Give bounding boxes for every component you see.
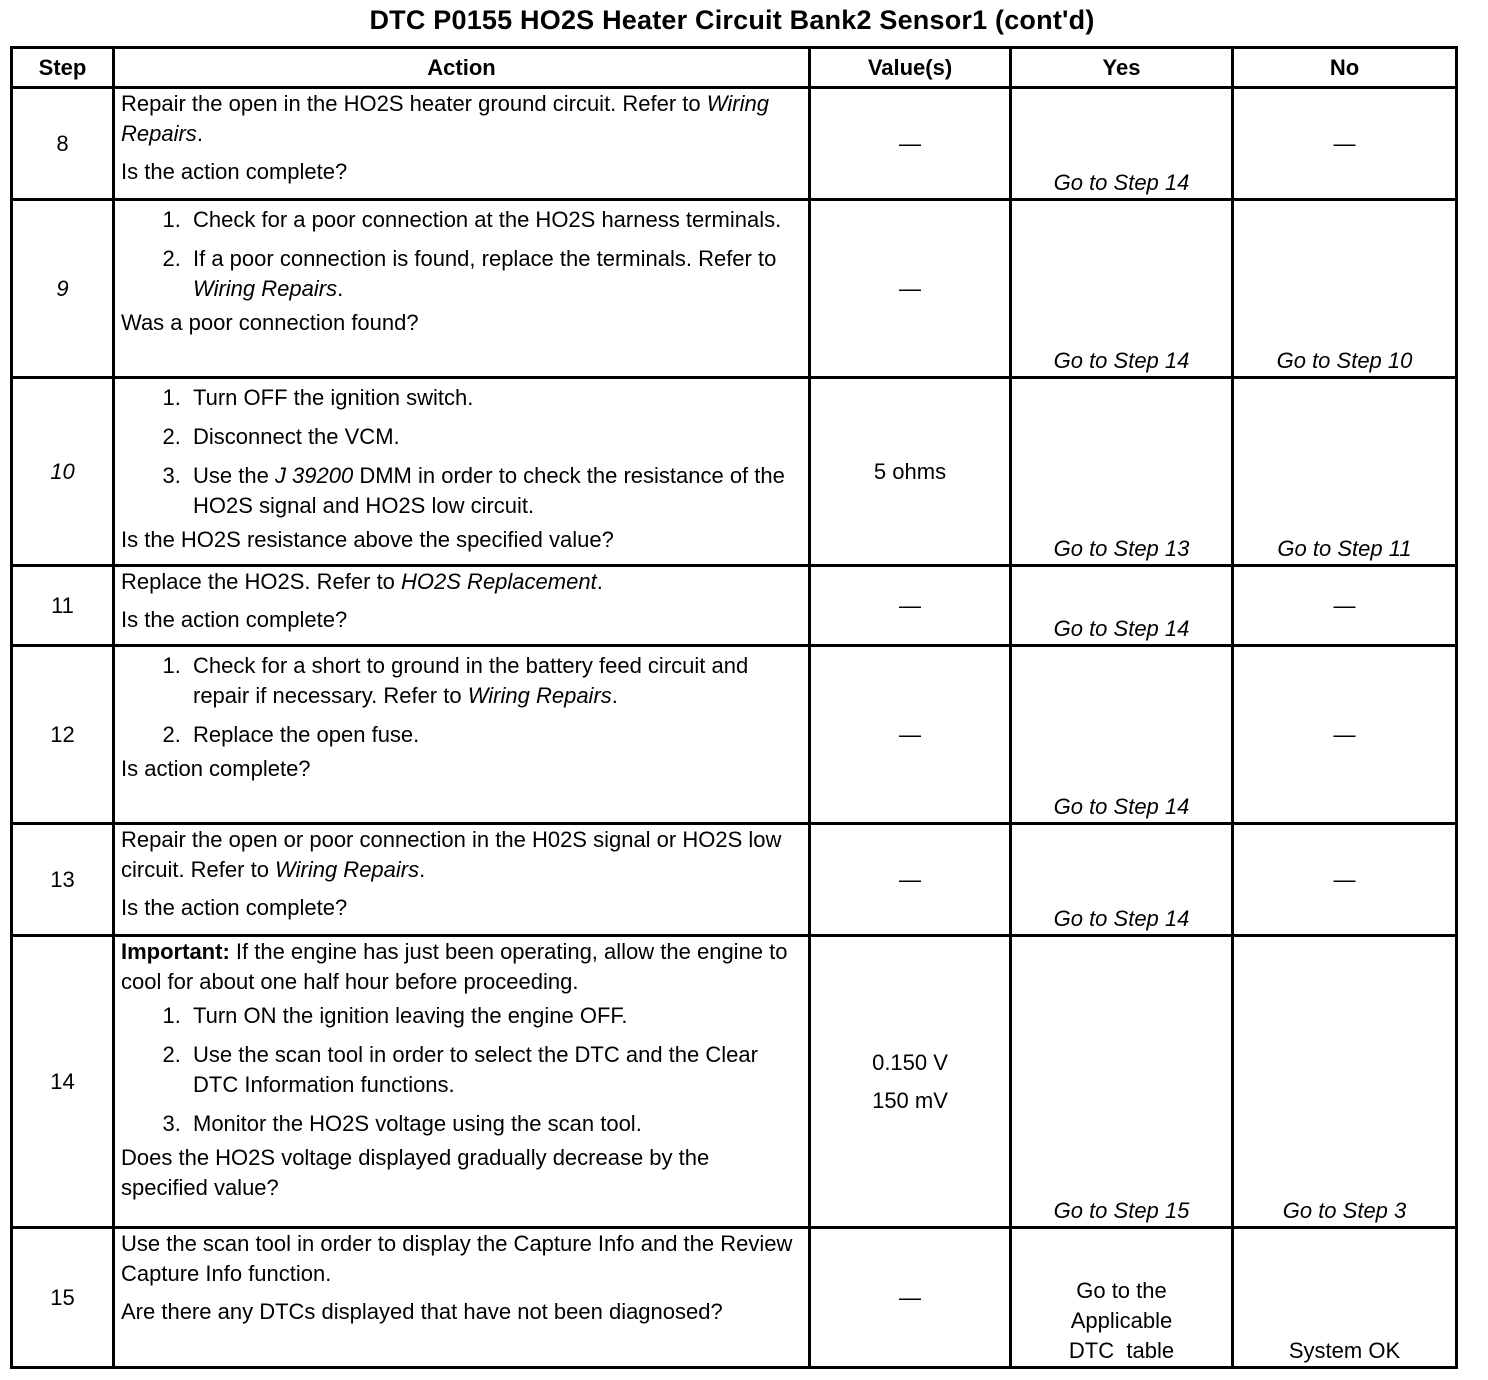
step-number: 12 bbox=[12, 646, 114, 824]
value-cell bbox=[810, 936, 1011, 1228]
value-cell: — bbox=[810, 1228, 1011, 1368]
list-item: 3. Monitor the HO2S voltage using the scan tool. bbox=[187, 1109, 802, 1139]
action-text: Replace the HO2S. Refer to HO2S Replacement. bbox=[121, 569, 603, 594]
tool-number: J 39200 bbox=[274, 463, 354, 488]
header-yes: Yes bbox=[1011, 48, 1233, 88]
action-text: Use the scan tool in order to display the Capture Info and the Review Capture Info function. bbox=[121, 1231, 793, 1286]
action-question: Was a poor connection found? bbox=[121, 310, 419, 335]
yes-cell: Go to Step 14 bbox=[1011, 200, 1233, 378]
action-cell bbox=[114, 824, 810, 936]
value-cell: 5 ohms bbox=[810, 378, 1011, 566]
no-cell: Go to Step 11 bbox=[1233, 378, 1457, 566]
table-row bbox=[12, 824, 1457, 936]
action-cell bbox=[114, 936, 810, 1228]
action-cell bbox=[114, 646, 810, 824]
step-number: 13 bbox=[12, 824, 114, 936]
yes-cell bbox=[1011, 1228, 1233, 1368]
action-text: Repair the open in the HO2S heater ground circuit. Refer to Wiring Repairs. bbox=[121, 91, 769, 146]
list-item: 2. Use the scan tool in order to select the DTC and the Clear DTC Information functions. bbox=[187, 1040, 802, 1100]
table-row bbox=[12, 88, 1457, 200]
value-millivolts: 150 mV bbox=[872, 1087, 948, 1113]
reference-link-text: Wiring Repairs bbox=[193, 276, 338, 301]
value-volts: 0.150 V bbox=[872, 1049, 948, 1075]
header-step: Step bbox=[12, 48, 114, 88]
reference-link-text: Wiring Repairs bbox=[467, 683, 612, 708]
action-question: Is the action complete? bbox=[121, 895, 348, 920]
yes-line: Go to the bbox=[1076, 1278, 1167, 1303]
list-item: 1. Check for a poor connection at the HO2S harness terminals. bbox=[187, 205, 802, 235]
action-steps-list bbox=[121, 205, 802, 304]
step-number: 15 bbox=[12, 1228, 114, 1368]
table-row bbox=[12, 1228, 1457, 1368]
action-steps-list bbox=[121, 651, 802, 750]
yes-line: DTC table bbox=[1068, 1338, 1175, 1363]
action-question: Is action complete? bbox=[121, 756, 311, 781]
action-text: Repair the open or poor connection in the H02S signal or HO2S low circuit. Refer to Wiring Repairs. bbox=[121, 827, 782, 882]
yes-cell: Go to Step 13 bbox=[1011, 378, 1233, 566]
value-cell: — bbox=[810, 200, 1011, 378]
list-item: 2. If a poor connection is found, replace the terminals. Refer to Wiring Repairs. bbox=[187, 244, 802, 304]
important-label: Important: bbox=[121, 939, 230, 964]
header-values: Value(s) bbox=[810, 48, 1011, 88]
no-cell: Go to Step 3 bbox=[1233, 936, 1457, 1228]
list-item: 1. Turn ON the ignition leaving the engine OFF. bbox=[187, 1001, 802, 1031]
value-cell: — bbox=[810, 566, 1011, 646]
header-no: No bbox=[1233, 48, 1457, 88]
step-number: 14 bbox=[12, 936, 114, 1228]
action-question: Does the HO2S voltage displayed gradually decrease by the specified value? bbox=[121, 1145, 710, 1200]
no-cell: — bbox=[1233, 88, 1457, 200]
list-item: 2. Disconnect the VCM. bbox=[187, 422, 802, 452]
action-question: Are there any DTCs displayed that have not been diagnosed? bbox=[121, 1299, 723, 1324]
action-question: Is the action complete? bbox=[121, 159, 348, 184]
no-cell: Go to Step 10 bbox=[1233, 200, 1457, 378]
no-cell: — bbox=[1233, 566, 1457, 646]
header-action: Action bbox=[114, 48, 810, 88]
reference-link-text: Wiring Repairs bbox=[275, 857, 420, 882]
action-cell bbox=[114, 200, 810, 378]
yes-cell: Go to Step 15 bbox=[1011, 936, 1233, 1228]
list-item: 3. Use the J 39200 DMM in order to check the resistance of the HO2S signal and HO2S low circuit. bbox=[187, 461, 802, 521]
action-question: Is the HO2S resistance above the specified value? bbox=[121, 527, 614, 552]
value-cell: — bbox=[810, 88, 1011, 200]
action-question: Is the action complete? bbox=[121, 607, 348, 632]
no-cell: — bbox=[1233, 824, 1457, 936]
step-number: 10 bbox=[12, 378, 114, 566]
reference-link-text: HO2S Replacement bbox=[401, 569, 597, 594]
action-cell bbox=[114, 1228, 810, 1368]
table-row bbox=[12, 646, 1457, 824]
value-cell: — bbox=[810, 824, 1011, 936]
action-steps-list bbox=[121, 1001, 802, 1139]
yes-cell: Go to Step 14 bbox=[1011, 566, 1233, 646]
action-steps-list bbox=[121, 383, 802, 521]
list-item: 2. Replace the open fuse. bbox=[187, 720, 802, 750]
yes-cell: Go to Step 14 bbox=[1011, 88, 1233, 200]
list-item: 1. Turn OFF the ignition switch. bbox=[187, 383, 802, 413]
table-row bbox=[12, 566, 1457, 646]
diagnostic-table bbox=[10, 46, 1458, 1369]
step-number: 11 bbox=[12, 566, 114, 646]
table-row bbox=[12, 378, 1457, 566]
yes-cell: Go to Step 14 bbox=[1011, 824, 1233, 936]
no-cell: — bbox=[1233, 646, 1457, 824]
table-header-row bbox=[12, 48, 1457, 88]
important-note: Important: If the engine has just been operating, allow the engine to cool for about one half hour before proceeding. bbox=[121, 939, 788, 994]
page-title: DTC P0155 HO2S Heater Circuit Bank2 Sensor1 (cont'd) bbox=[369, 5, 1095, 35]
no-cell: System OK bbox=[1233, 1228, 1457, 1368]
action-cell bbox=[114, 88, 810, 200]
action-cell bbox=[114, 566, 810, 646]
value-cell: — bbox=[810, 646, 1011, 824]
step-number: 8 bbox=[12, 88, 114, 200]
list-item: 1. Check for a short to ground in the battery feed circuit and repair if necessary. Refer to Wiring Repairs. bbox=[187, 651, 802, 711]
table-row bbox=[12, 936, 1457, 1228]
yes-line: Applicable bbox=[1070, 1308, 1173, 1333]
yes-cell: Go to Step 14 bbox=[1011, 646, 1233, 824]
step-number: 9 bbox=[12, 200, 114, 378]
reference-link-text: Wiring Repairs bbox=[121, 91, 769, 146]
action-cell bbox=[114, 378, 810, 566]
table-row bbox=[12, 200, 1457, 378]
